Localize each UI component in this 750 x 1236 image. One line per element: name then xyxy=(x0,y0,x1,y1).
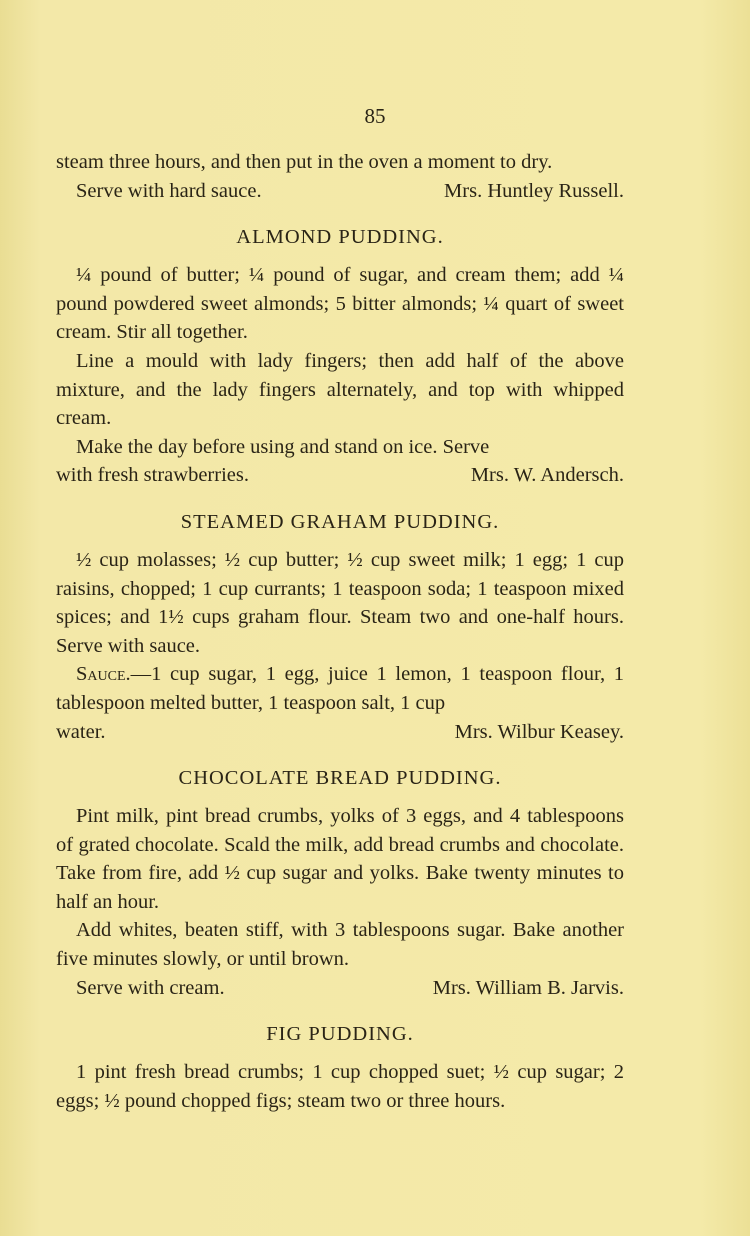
fig-para-1: 1 pint fresh bread crumbs; 1 cup chopped suet; ½ cup sugar; 2 eggs; ½ pound chopped figs; steam two or three hours. xyxy=(56,1061,624,1112)
page-content xyxy=(56,148,624,1115)
chocolate-para-1: Pint milk, pint bread crumbs, yolks of 3 eggs, and 4 tablespoons of grated chocolate. Scald the milk, add bread crumbs and chocolate. Take from fire, add ½ cup sugar and yolks. Bake twenty minutes to half an hour. xyxy=(56,805,624,913)
almond-title: ALMOND PUDDING. xyxy=(236,226,444,249)
intro-signature-line xyxy=(56,177,624,206)
chocolate-author: Mrs. William B. Jarvis. xyxy=(432,976,624,999)
graham-para-1: ½ cup molasses; ½ cup butter; ½ cup sweet milk; 1 egg; 1 cup raisins, chopped; 1 cup currants; 1 teaspoon soda; 1 teaspoon mixed spices; and 1½ cups graham flour. Steam two and one-half hours. Serve with sauce. xyxy=(56,548,624,657)
sauce-label: Sauce. xyxy=(76,663,131,686)
graham-para-2-end: water. xyxy=(56,720,106,743)
intro-serve: Serve with hard sauce. xyxy=(76,179,262,202)
chocolate-serve: Serve with cream. xyxy=(76,976,225,999)
graham-author: Mrs. Wilbur Keasey. xyxy=(454,720,624,743)
intro-text: steam three hours, and then put in the oven a moment to dry. xyxy=(56,151,553,173)
graham-title: STEAMED GRAHAM PUDDING. xyxy=(180,510,500,533)
graham-sauce-para xyxy=(56,660,624,717)
intro-author: Mrs. Huntley Russell. xyxy=(444,179,624,202)
almond-para-3: Make the day before using and stand on ice. Serve xyxy=(76,435,490,458)
fig-title: FIG PUDDING. xyxy=(266,1023,414,1046)
graham-signature-line xyxy=(56,718,624,747)
almond-signature-line xyxy=(56,461,624,490)
almond-para-2: Line a mould with lady fingers; then add half of the above mixture, and the lady fingers alternately, and top with whipped cream. xyxy=(56,349,624,430)
chocolate-signature-line xyxy=(56,974,624,1003)
page-number: 85 xyxy=(364,104,386,128)
chocolate-title: CHOCOLATE BREAD PUDDING. xyxy=(178,767,502,790)
chocolate-para-2: Add whites, beaten stiff, with 3 tablespoons sugar. Bake another five minutes slowly, or until brown. xyxy=(56,919,624,971)
almond-para-3-end: with fresh strawberries. xyxy=(56,464,249,487)
almond-para-1: ¼ pound of butter; ¼ pound of sugar, and cream them; add ¼ pound powdered sweet almonds; 5 bitter almonds; ¼ quart of sweet cream. Stir all together. xyxy=(56,264,624,344)
graham-para-2: —1 cup sugar, 1 egg, juice 1 lemon, 1 teaspoon flour, 1 tablespoon melted butter, 1 teaspoon salt, 1 cup xyxy=(56,663,624,714)
almond-author: Mrs. W. Andersch. xyxy=(470,464,624,487)
